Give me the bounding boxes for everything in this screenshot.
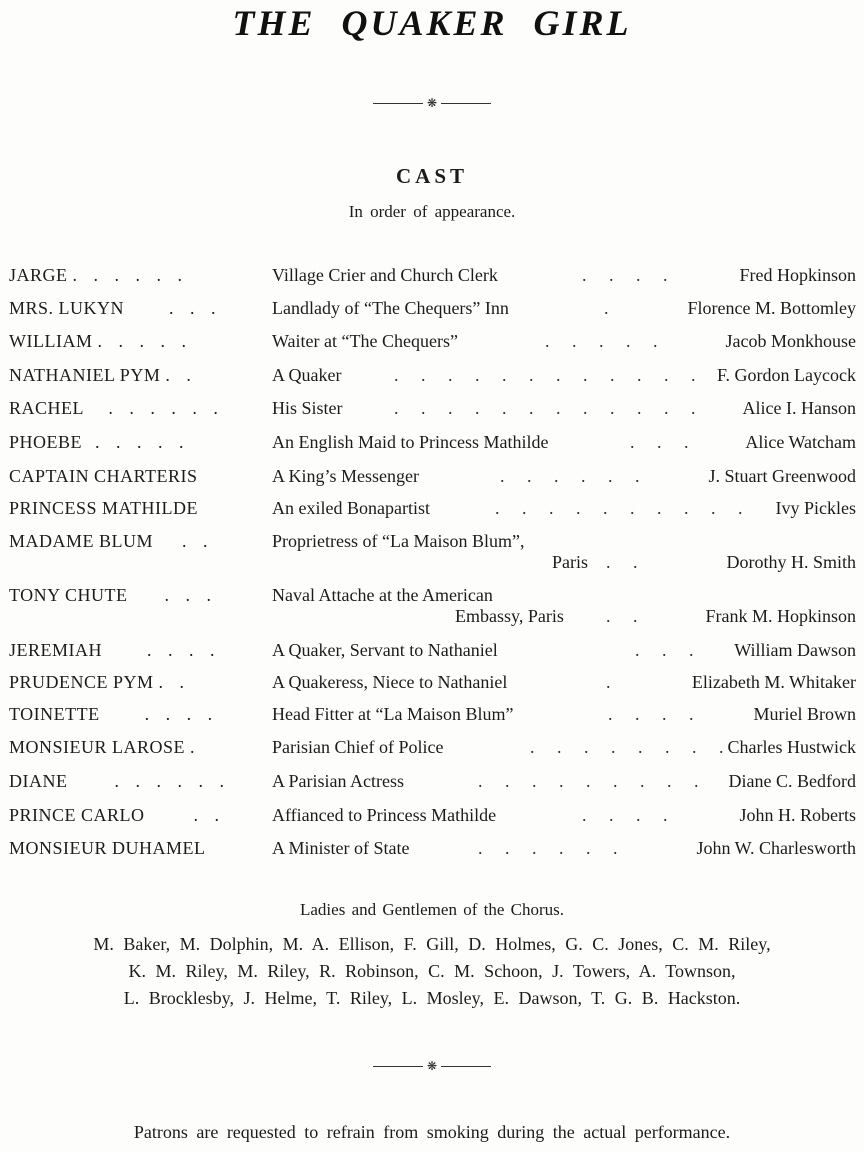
actor-name: Muriel Brown <box>753 704 856 724</box>
role-name: PRUDENCE PYM <box>9 672 154 692</box>
role-description: Affianced to Princess Mathilde <box>272 805 497 825</box>
role-description: A Parisian Actress <box>272 771 404 791</box>
role-description: Parisian Chief of Police <box>272 737 444 757</box>
page-title: THE QUAKER GIRL <box>232 3 632 43</box>
role-dots: . . . . <box>144 704 219 724</box>
chorus-names-line: L. Brocklesby, J. Helme, T. Riley, L. Mosley, E. Dawson, T. G. B. Hackston. <box>123 988 741 1008</box>
role-name: JEREMIAH <box>9 640 102 660</box>
role-name: RACHEL <box>9 398 84 418</box>
role-dots: . . . . . . <box>114 771 230 791</box>
actor-name: Ivy Pickles <box>775 498 856 518</box>
role-dots: . . . . . . <box>108 398 224 418</box>
role-description: His Sister <box>272 398 343 418</box>
role-dots: . <box>190 737 201 757</box>
role-description: A Quakeress, Niece to Nathaniel <box>272 672 508 692</box>
role-description: A Quaker, Servant to Nathaniel <box>272 640 498 660</box>
role-name: PHOEBE <box>9 432 83 452</box>
role-description: Landlady of “The Chequers” Inn <box>272 298 509 318</box>
role-description: An English Maid to Princess Mathilde <box>272 432 549 452</box>
actor-name: Alice I. Hanson <box>742 398 856 418</box>
role-description: A King’s Messenger <box>272 466 419 486</box>
role-name: JARGE <box>9 265 68 285</box>
actor-name: Alice Watcham <box>745 432 856 452</box>
role-description: Village Crier and Church Clerk <box>272 265 498 285</box>
role-description-line2: Embassy, Paris <box>455 606 564 626</box>
role-dots: . . <box>182 531 214 551</box>
role-dots: . . . <box>169 298 222 318</box>
asterism-icon: ❋ <box>426 96 438 110</box>
actor-name: Frank M. Hopkinson <box>705 606 856 626</box>
actor-name: J. Stuart Greenwood <box>708 466 856 486</box>
role-name: PRINCE CARLO <box>9 805 145 825</box>
role-description: Proprietress of “La Maison Blum”, <box>272 531 525 551</box>
actor-name: William Dawson <box>734 640 856 660</box>
role-dots: . . <box>193 805 226 825</box>
role-name: DIANE <box>9 771 68 791</box>
role-name: MONSIEUR LAROSE <box>9 737 186 757</box>
actor-name: F. Gordon Laycock <box>716 365 856 385</box>
asterism-icon: ❋ <box>426 1059 438 1073</box>
role-name: MONSIEUR DUHAMEL <box>9 838 206 858</box>
role-description: Head Fitter at “La Maison Blum” <box>272 704 514 724</box>
actor-name: Charles Hustwick <box>727 737 856 757</box>
role-name: MADAME BLUM <box>9 531 154 551</box>
role-description: A Minister of State <box>272 838 410 858</box>
role-description: A Quaker <box>272 365 342 385</box>
actor-name: Fred Hopkinson <box>739 265 856 285</box>
patrons-notice: Patrons are requested to refrain from smoking during the actual performance. <box>133 1122 731 1142</box>
role-name: WILLIAM <box>9 331 93 351</box>
role-dots: . . . . . . <box>72 265 189 285</box>
actor-name: Florence M. Bottomley <box>687 298 856 318</box>
top-ornament <box>0 96 864 110</box>
actor-name: John W. Charlesworth <box>696 838 856 858</box>
role-description: Naval Attache at the American <box>272 585 493 605</box>
role-name: TONY CHUTE <box>9 585 128 605</box>
chorus-names-line: M. Baker, M. Dolphin, M. A. Ellison, F. Gill, D. Holmes, G. C. Jones, C. M. Riley, <box>93 934 771 954</box>
actor-name: Elizabeth M. Whitaker <box>691 672 856 692</box>
role-description-line2: Paris <box>552 552 588 572</box>
role-dots: . . <box>165 365 197 385</box>
role-description: An exiled Bonapartist <box>272 498 430 518</box>
role-dots: . . <box>158 672 191 692</box>
role-name: TOINETTE <box>9 704 100 724</box>
role-description: Waiter at “The Chequers” <box>272 331 458 351</box>
cast-heading: CAST <box>395 164 469 188</box>
actor-name: Diane C. Bedford <box>728 771 856 791</box>
bottom-ornament <box>0 1059 864 1073</box>
actor-name: Dorothy H. Smith <box>726 552 856 572</box>
role-name: MRS. LUKYN <box>9 298 125 318</box>
role-dots: . . . . <box>147 640 221 660</box>
chorus-names-line: K. M. Riley, M. Riley, R. Robinson, C. M. Schoon, J. Towers, A. Townson, <box>128 961 736 981</box>
actor-name: Jacob Monkhouse <box>725 331 856 351</box>
chorus-heading: Ladies and Gentlemen of the Chorus. <box>300 900 564 919</box>
order-note: In order of appearance. <box>348 202 516 221</box>
role-name: PRINCESS MATHILDE <box>9 498 199 518</box>
role-name: NATHANIEL PYM <box>9 365 161 385</box>
role-name: CAPTAIN CHARTERIS <box>9 466 198 486</box>
role-dots: . . . <box>164 585 217 605</box>
role-dots: . . . . . <box>97 331 192 351</box>
role-dots: . . . . . <box>95 432 190 452</box>
actor-name: John H. Roberts <box>739 805 856 825</box>
